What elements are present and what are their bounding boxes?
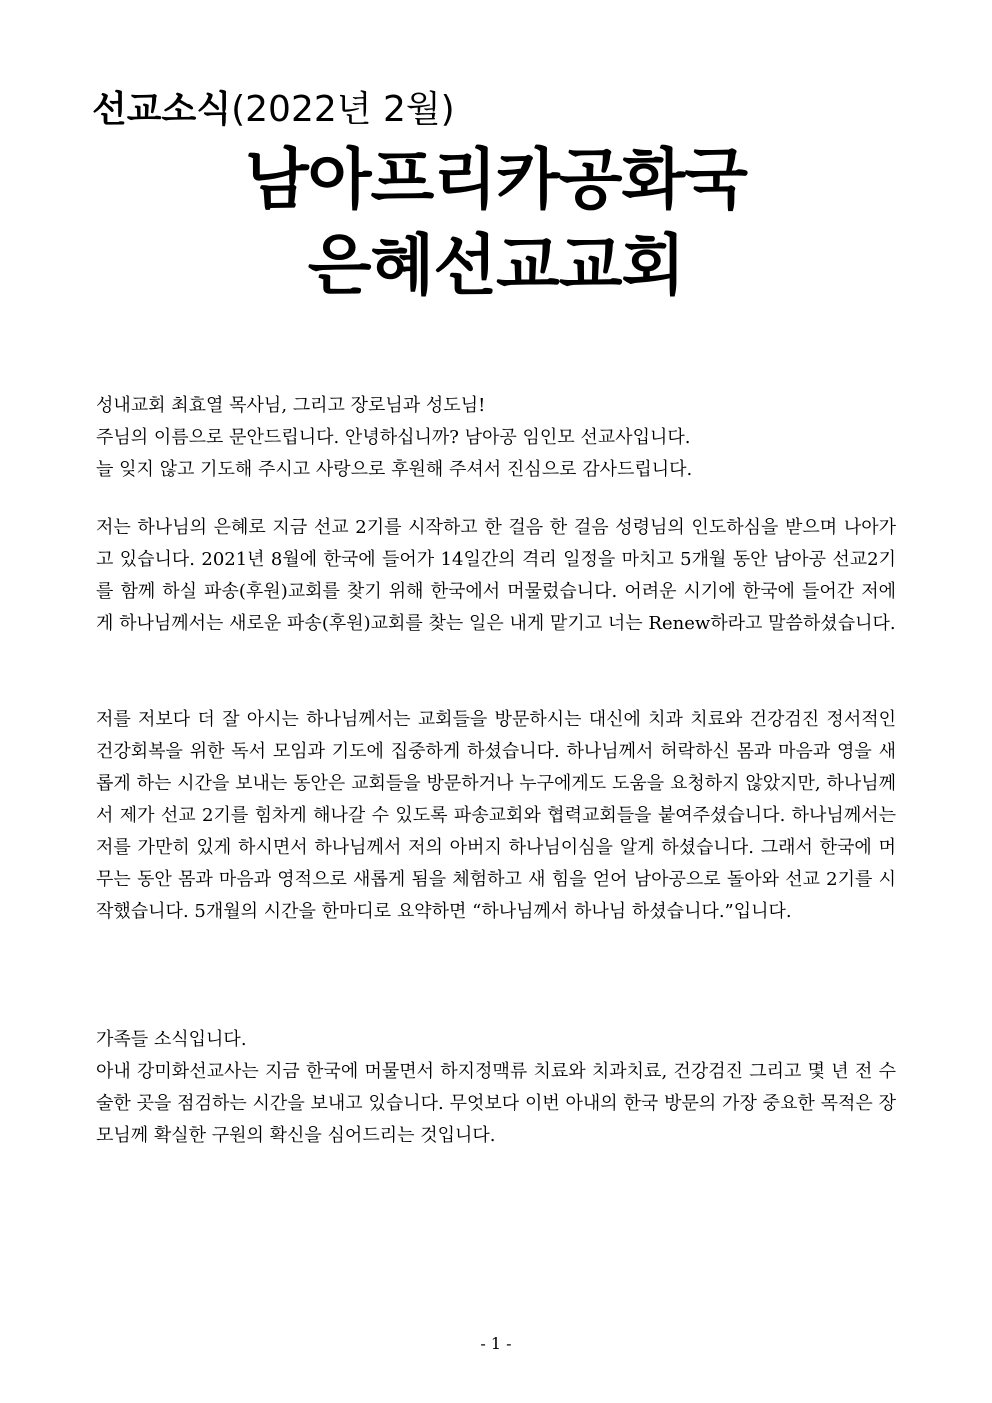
newsletter-label: 선교소식 [92, 89, 232, 130]
greeting-block [96, 390, 896, 486]
country-title: 남아프리카공화국 [244, 141, 748, 218]
family-section [96, 1024, 896, 1152]
paragraph-1: 저는 하나님의 은혜로 지금 선교 2기를 시작하고 한 걸음 한 걸음 성령님의 인도하심을 받으며 나아가고 있습니다. 2021년 8월에 한국에 들어가 14일간의 격리 일정을 마치고 5개월 동안 남아공 선교2기를 함께 하실 파송(후원)교회를 찾기 위해 한국에서 머물렀습니다. 어려운 시기에 한국에 들어간 저에게 하나님께서는 새로운 파송(후원)교회를 찾는 일은 내게 맡기고 너는 Renew하라고 말씀하셨습니다. [96, 517, 896, 634]
greeting-line-2: 주님의 이름으로 문안드립니다. 안녕하십니까? 남아공 임인모 선교사입니다. [96, 427, 691, 448]
page-number: - 1 - [480, 1334, 512, 1353]
family-heading: 가족들 소식입니다. [96, 1029, 247, 1050]
paragraph-ministry [96, 512, 896, 640]
greeting-line-1: 성내교회 최효열 목사님, 그리고 장로님과 성도님! [96, 395, 486, 416]
greeting-line-3: 늘 잊지 않고 기도해 주시고 사랑으로 후원해 주셔서 진심으로 감사드립니다. [96, 459, 693, 480]
paragraph-3: 아내 강미화선교사는 지금 한국에 머물면서 하지정맥류 치료와 치과치료, 건강검진 그리고 몇 년 전 수술한 곳을 점검하는 시간을 보내고 있습니다. 무엇보다 이번 아내의 한국 방문의 가장 중요한 목적은 장모님께 확실한 구원의 확신을 심어드리는 것입니다. [96, 1061, 896, 1146]
church-title: 은혜선교교회 [307, 227, 685, 304]
paragraph-2: 저를 저보다 더 잘 아시는 하나님께서는 교회들을 방문하시는 대신에 치과 치료와 건강검진 정서적인 건강회복을 위한 독서 모임과 기도에 집중하게 하셨습니다. 하나님께서 허락하신 몸과 마음과 영을 새롭게 하는 시간을 보내는 동안은 교회들을 방문하거나 누구에게도 도움을 요청하지 않았지만, 하나님께서 제가 선교 2기를 힘차게 해나갈 수 있도록 파송교회와 협력교회들을 붙여주셨습니다. 하나님께서는 저를 가만히 있게 하시면서 하나님께서 저의 아버지 하나님이심을 알게 하셨습니다. 그래서 한국에 머무는 동안 몸과 마음과 영적으로 새롭게 됨을 체험하고 새 힘을 얻어 남아공으로 돌아와 선교 2기를 시작했습니다. 5개월의 시간을 한마디로 요약하면 “하나님께서 하나님 하셨습니다.”입니다. [96, 709, 896, 922]
newsletter-date: (2022년 2월) [231, 89, 455, 130]
paragraph-renewal [96, 704, 896, 928]
newsletter-header [92, 88, 455, 132]
